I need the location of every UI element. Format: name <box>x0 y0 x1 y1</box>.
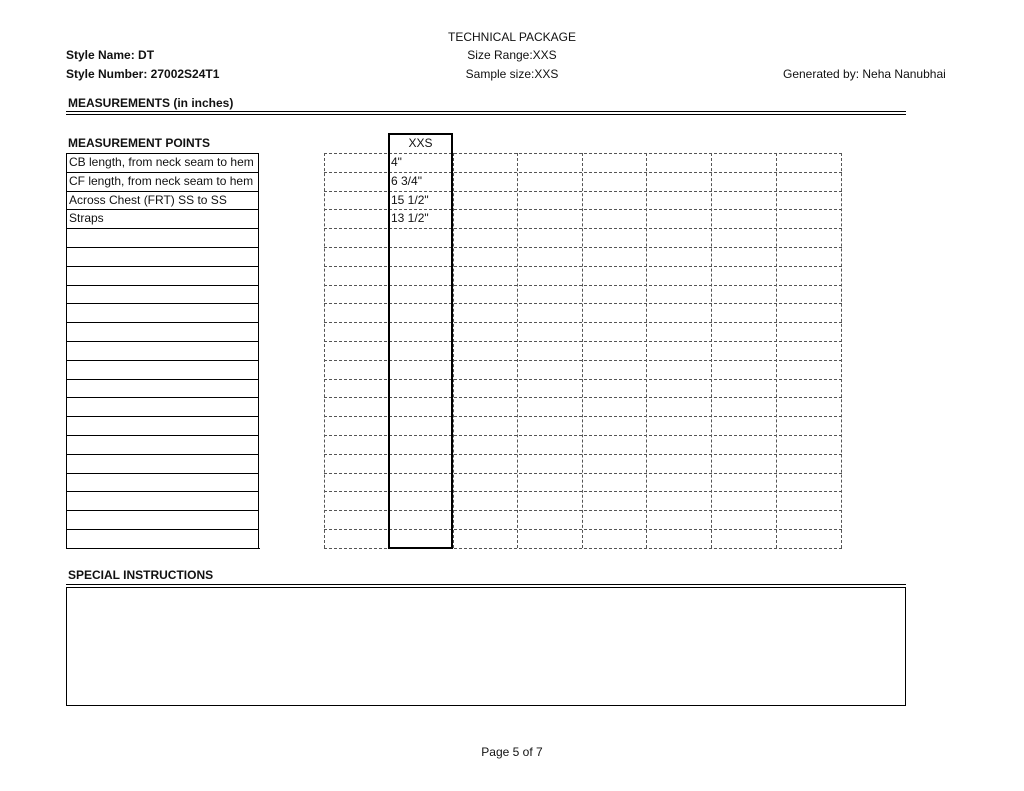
divider <box>66 114 906 115</box>
measurement-point-cell <box>66 247 259 266</box>
measurement-point-cell <box>66 228 259 247</box>
special-instructions-heading: SPECIAL INSTRUCTIONS <box>68 568 214 582</box>
measurement-point-cell <box>66 360 259 379</box>
measurement-point-cell: Straps <box>66 209 259 228</box>
divider <box>66 584 906 585</box>
divider <box>66 111 906 112</box>
measurement-value: 15 1/2" <box>391 193 429 207</box>
measurement-point-cell <box>66 454 259 473</box>
measurement-points-header: MEASUREMENT POINTS <box>68 136 211 150</box>
measurement-point-cell <box>66 416 259 435</box>
measurement-point-cell <box>66 510 259 529</box>
measurement-point-cell: Across Chest (FRT) SS to SS <box>66 191 259 210</box>
measurement-point-cell: CF length, from neck seam to hem <box>66 172 259 191</box>
grid-line <box>711 153 712 548</box>
grid-line <box>324 153 325 548</box>
style-name: Style Name: DT <box>66 48 155 62</box>
size-column-header: XXS <box>408 136 433 150</box>
measurement-point-cell <box>66 435 259 454</box>
page-number: Page 5 of 7 <box>481 745 543 759</box>
measurement-point-cell <box>66 303 259 322</box>
measurement-point-cell <box>66 322 259 341</box>
document-title: TECHNICAL PACKAGE <box>447 30 577 44</box>
sample-size: Sample size:XXS <box>465 67 559 81</box>
measurement-value: 13 1/2" <box>391 211 429 225</box>
measurement-value: 6 3/4" <box>391 174 422 188</box>
size-column-highlight <box>388 133 453 549</box>
measurement-value: 4" <box>391 155 402 169</box>
grid-line <box>841 153 842 548</box>
grid-line <box>646 153 647 548</box>
measurement-point-cell <box>66 379 259 398</box>
grid-line <box>776 153 777 548</box>
style-number: Style Number: 27002S24T1 <box>66 67 220 81</box>
measurement-point-cell <box>66 341 259 360</box>
measurement-point-cell <box>66 529 259 548</box>
grid-line <box>517 153 518 548</box>
grid-line <box>453 153 454 548</box>
measurement-point-cell <box>66 491 259 510</box>
grid-line <box>582 153 583 548</box>
measurement-point-cell <box>66 285 259 304</box>
measurements-heading: MEASUREMENTS (in inches) <box>68 96 234 110</box>
measurement-point-cell <box>66 397 259 416</box>
measurement-point-cell <box>66 473 259 492</box>
special-instructions-box[interactable] <box>66 587 906 706</box>
table-bottom-border <box>66 548 260 549</box>
measurement-point-cell <box>66 266 259 285</box>
measurement-point-cell: CB length, from neck seam to hem <box>66 153 259 172</box>
size-range: Size Range:XXS <box>467 48 557 62</box>
generated-by: Generated by: Neha Nanubhai <box>783 67 946 81</box>
